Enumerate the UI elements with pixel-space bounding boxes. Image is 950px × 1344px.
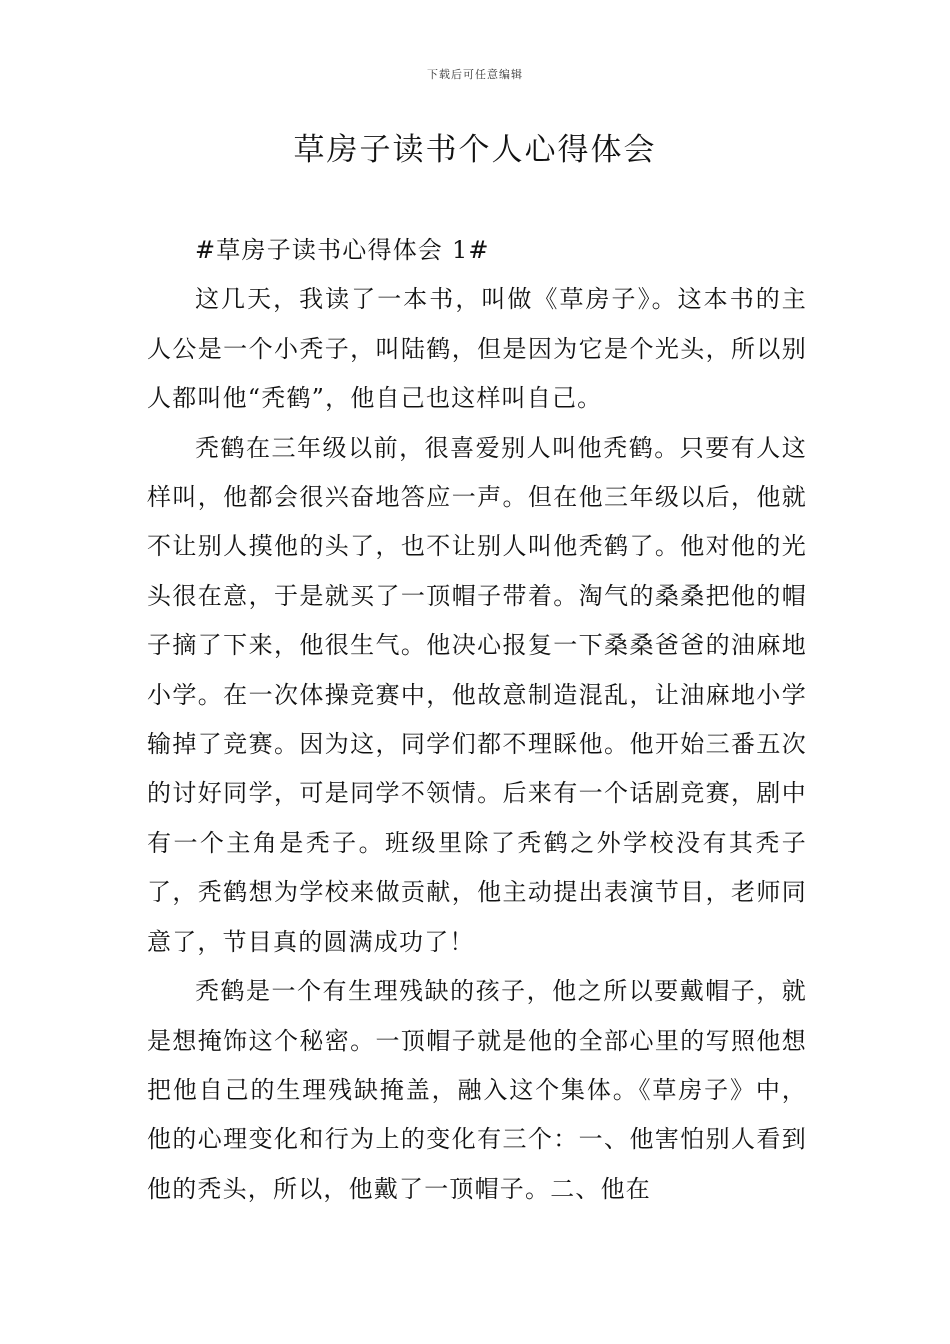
document-title: 草房子读书个人心得体会 (293, 132, 657, 168)
body-paragraph-1: 这几天，我读了一本书，叫做《草房子》。这本书的主人公是一个小秃子，叫陆鹤，但是因为它是个光头，所以别人都叫他“秃鹤”，他自己也这样叫自己。 (147, 285, 807, 413)
page-header-note: 下载后可任意编辑 (427, 68, 523, 81)
section-heading: #草房子读书心得体会 1# (195, 236, 490, 264)
body-paragraph-3: 秃鹤是一个有生理残缺的孩子，他之所以要戴帽子，就是想掩饰这个秘密。一顶帽子就是他的全部心里的写照他想把他自己的生理残缺掩盖，融入这个集体。《草房子》中，他的心理变化和行为上的变化有三个：一、他害怕别人看到他的秃头，所以，他戴了一顶帽子。二、他在 (147, 977, 807, 1203)
document-body (147, 226, 807, 1214)
body-paragraph-2: 秃鹤在三年级以前，很喜爱别人叫他秃鹤。只要有人这样叫，他都会很兴奋地答应一声。但在他三年级以后，他就不让别人摸他的头了，也不让别人叫他秃鹤了。他对他的光头很在意，于是就买了一顶帽子带着。淘气的桑桑把他的帽子摘了下来，他很生气。他决心报复一下桑桑爸爸的油麻地小学。在一次体操竞赛中，他故意制造混乱，让油麻地小学输掉了竞赛。因为这，同学们都不理睬他。他开始三番五次的讨好同学，可是同学不领情。后来有一个话剧竞赛，剧中有一个主角是秃子。班级里除了秃鹤之外学校没有其秃子了，秃鹤想为学校来做贡献，他主动提出表演节目，老师同意了，节目真的圆满成功了！ (147, 433, 807, 956)
